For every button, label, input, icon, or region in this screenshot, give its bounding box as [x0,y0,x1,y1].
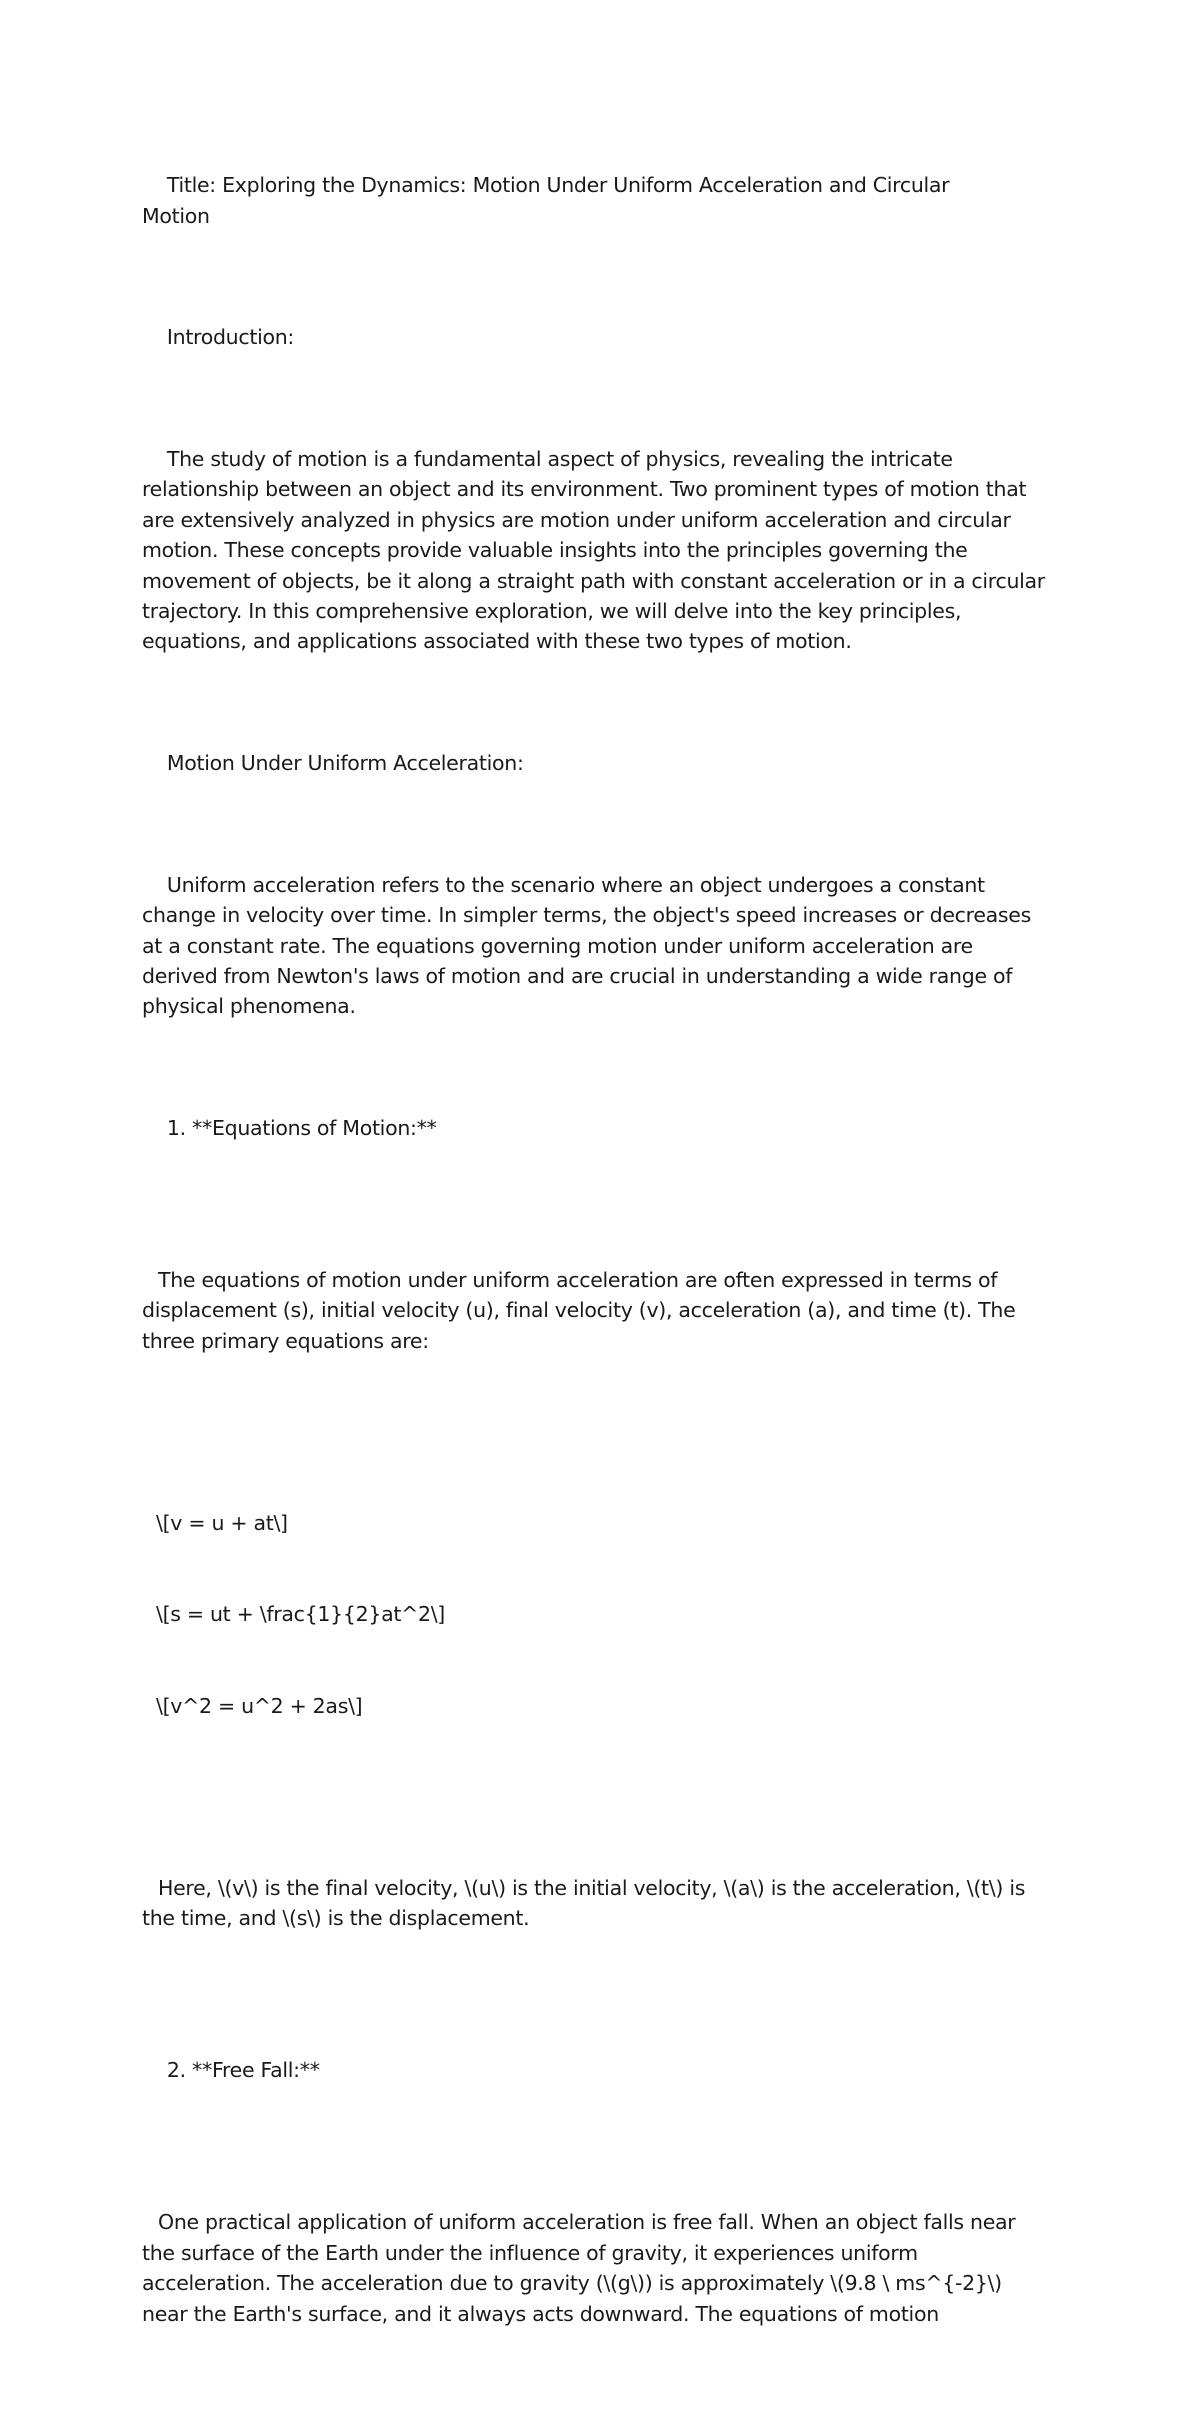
section-heading [142,718,1062,809]
section-paragraph-text: Uniform acceleration refers to the scenario where an object undergoes a constant change in velocity over time. In simpler terms, the object's speed increases or decreases at a constant rate. The equations governing motion under uniform acceleration are derived from Newton's laws of motion and are crucial in understanding a wide range of physical phenomena. [142,872,1038,1019]
item1-heading [142,1083,1062,1174]
document-title-text: Title: Exploring the Dynamics: Motion Under Uniform Acceleration and Circular Motion [142,173,956,228]
item2-heading-text: 2. **Free Fall:** [166,2058,320,2083]
document-title [142,140,1002,262]
item2-heading [142,2025,1062,2116]
item1-heading-text: 1. **Equations of Motion:** [166,1115,437,1140]
item2-paragraph-text: One practical application of uniform acceleration is free fall. When an object falls near the surface of the Earth under the influence of gravity, it experiences uniform acceleration. The acceleration due to gravity (\(g\)) is approximately \(9.8 \ ms^{-2}\) near the Earth's surface, and it always acts downward. The equations of motion [142,2210,1022,2326]
equations-block [142,1447,1062,1781]
intro-paragraph [142,414,1057,688]
section-paragraph [142,839,1038,1052]
item1-note-text: Here, \(v\) is the final velocity, \(u\) is the initial velocity, \(a\) is the acceleration, \(t\) is the time, and \(s\) is the displacement. [142,1876,1032,1931]
section-heading-text: Motion Under Uniform Acceleration: [166,751,524,776]
document-page [142,140,1062,2420]
intro-heading-text: Introduction: [166,325,295,350]
intro-paragraph-text: The study of motion is a fundamental aspect of physics, revealing the intricate relationship between an object and its environment. Two prominent types of motion that are extensively analyzed in physics are motion under uniform acceleration and circular motion. These concepts provide valuable insights into the principles governing the movement of objects, be it along a straight path with constant acceleration or in a circular trajectory. In this comprehensive exploration, we will delve into the key principles, equations, and applications associated with these two types of motion. [142,447,1052,654]
item1-paragraph-text: The equations of motion under uniform acceleration are often expressed in terms of displacement (s), initial velocity (u), final velocity (v), acceleration (a), and time (t). The three primary equations are: [142,1267,1022,1353]
equation-line: \[v = u + at\] [156,1511,288,1536]
equation-line: \[s = ut + \frac{1}{2}at^2\] [156,1602,446,1627]
equation-line: \[v^2 = u^2 + 2as\] [156,1693,363,1718]
intro-heading [142,292,1062,383]
item2-paragraph [142,2147,1037,2390]
item1-note [142,1812,1057,1994]
item1-paragraph [142,1204,1042,1417]
